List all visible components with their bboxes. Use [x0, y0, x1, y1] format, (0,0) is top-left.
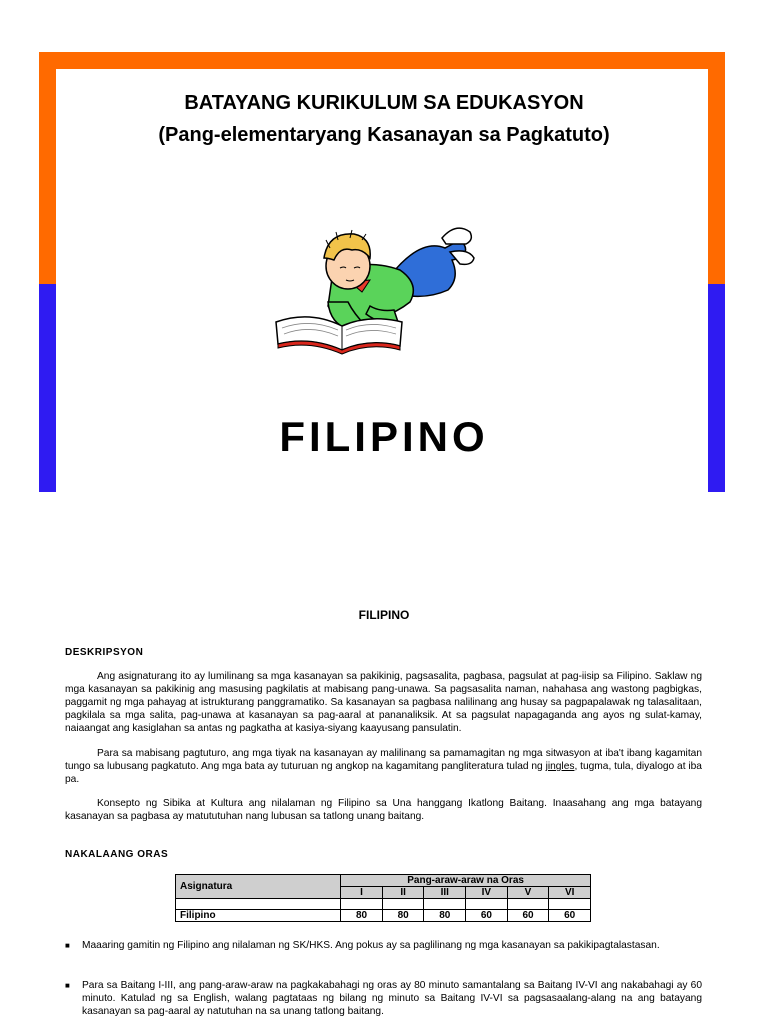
boy-reading-book-icon [270, 218, 480, 358]
grade-header: III [424, 887, 466, 899]
subject-cell: Filipino [176, 910, 341, 922]
value-cell: 80 [424, 910, 466, 922]
deskripsyon-paragraph-2: Para sa mabisang pagtuturo, ang mga tiyak na kasanayan ay malilinang sa pamamagitan ng mga sitwasyon at iba't ibang kagamitan tungo sa lubusang pagkatuto. Ang mga bata ay tuturuan ng angkop na kagamitang pangliteratura tulad ng jingles, tugma, tula, diyalogo at iba pa. [65, 748, 702, 785]
grade-header: V [507, 887, 549, 899]
frame-right-orange [708, 52, 725, 284]
col-group-header: Pang-araw-araw na Oras [341, 875, 591, 887]
value-cell: 80 [341, 910, 383, 922]
grade-header: II [382, 887, 424, 899]
cover-title: BATAYANG KURIKULUM SA EDUKASYON [184, 92, 584, 114]
deskripsyon-paragraph-1: Ang asignaturang ito ay lumilinang sa mga kasanayan sa pakikinig, pagsasalita, pagbasa, pagsulat at pag-iisip sa Filipino. Saklaw ng mga kasanayan sa pakikinig ang masusing pagkilatis at mabisang pang-unawa. Sa pagsasalita naman, nahahasa ang wastong pagbigkas, paggamit ng mga pahayag at istrukturang panggramatiko. Sa kasanayan sa pagbasa nalilinang ang husay sa pagpapalawak ng talasalitaan, pagkilala sa mga salita, pag-unawa at kasanayan sa pag-aaral at pananaliksik. At sa pagsulat napagaganda ang ayos ng sulat-kamay, naiaangat ang kasiglahan sa antas ng pagkatha at kasiya-siyang kaayusang pansulatin. [65, 671, 702, 734]
oras-table [175, 874, 591, 922]
value-cell: 60 [507, 910, 549, 922]
table-row [176, 910, 591, 922]
value-cell: 80 [382, 910, 424, 922]
value-cell: 60 [466, 910, 508, 922]
grade-header: IV [466, 887, 508, 899]
deskripsyon-heading: DESKRIPSYON [65, 647, 144, 658]
bullet-icon: ■ [65, 941, 70, 950]
deskripsyon-paragraph-3: Konsepto ng Sibika at Kultura ang nilalaman ng Filipino sa Una hanggang Ikatlong Baitang. Inaasahang ang mga batayang kasanayan sa pagbasa ay matututuhan nang lubusan sa tatlong unang baitang. [65, 798, 702, 822]
frame-left-orange [39, 52, 56, 284]
section-title: FILIPINO [358, 608, 410, 622]
jingles-underlined: jingles [545, 761, 575, 772]
value-cell: 60 [549, 910, 591, 922]
col-header-asignatura: Asignatura [176, 875, 341, 899]
cover-subtitle: (Pang-elementaryang Kasanayan sa Pagkatuto) [158, 124, 610, 146]
grade-header: I [341, 887, 383, 899]
subject-title: FILIPINO [279, 413, 489, 460]
bullet-icon: ■ [65, 981, 70, 990]
frame-top-bar [39, 52, 725, 69]
nakalaang-oras-heading: NAKALAANG ORAS [65, 849, 169, 860]
list-item: ■ Para sa Baitang I-III, ang pang-araw-araw na pagkakabahagi ng oras ay 80 minuto samantalang sa Baitang IV-VI ang nakabahagi ay 60 minuto. Katulad ng sa English, walang pagtataas ng bilang ng minuto sa Baitang IV-VI sa pagsasaalang-alang na ang batayang kasanayan sa pag-aaral ay natutuhan na sa unang tatlong baitang. [65, 980, 702, 1017]
list-item: ■ Maaaring gamitin ng Filipino ang nilalaman ng SK/HKS. Ang pokus ay sa paglilinang ng mga kasanayan sa pakikipagtalastasan. [65, 940, 660, 951]
grade-header: VI [549, 887, 591, 899]
